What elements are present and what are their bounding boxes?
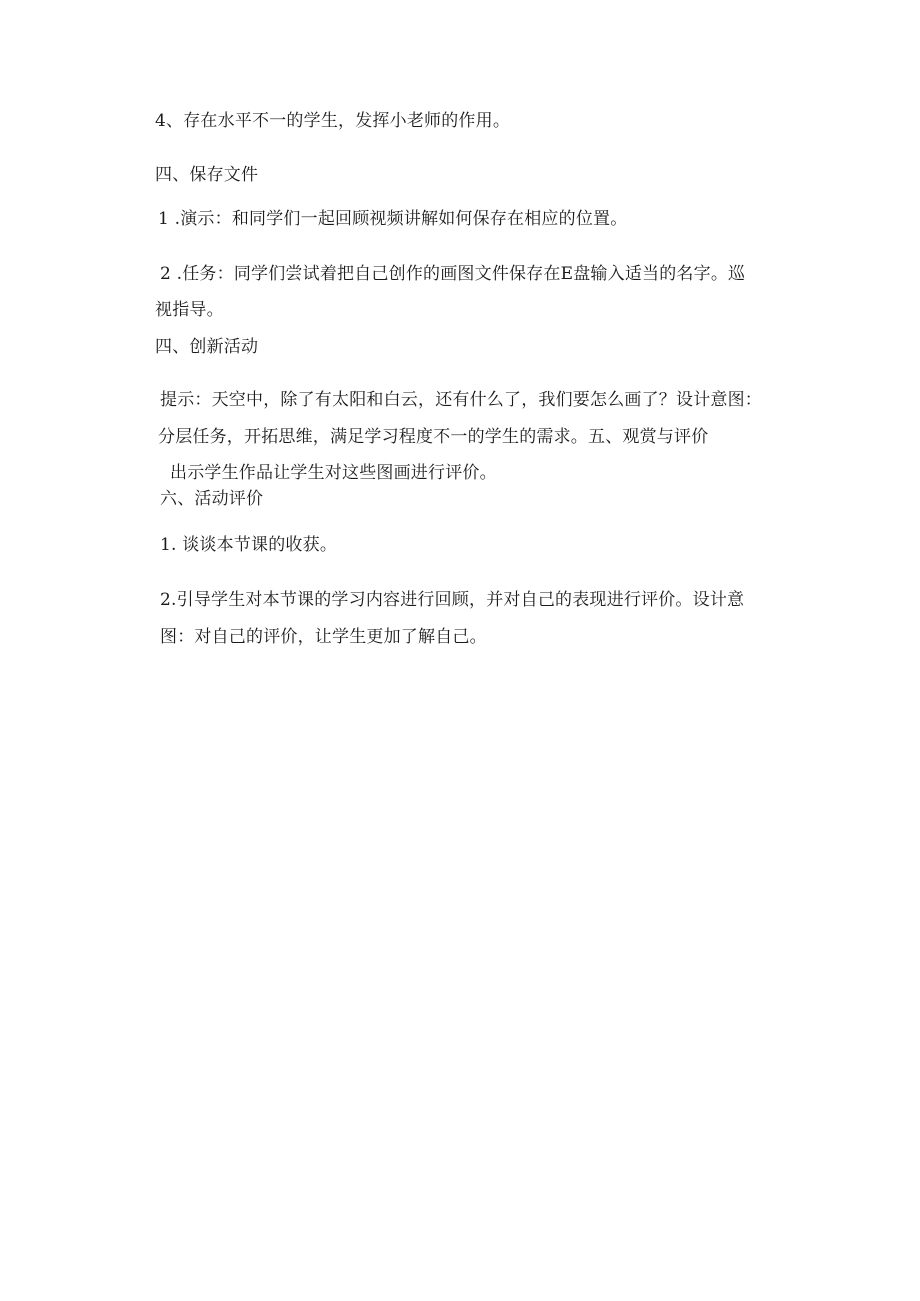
section-heading-save-file: 四、保存文件 xyxy=(155,165,259,185)
paragraph-line-3: 1 .演示：和同学们一起回顾视频讲解如何保存在相应的位置。 xyxy=(158,209,628,229)
section-heading-innovation: 四、创新活动 xyxy=(155,337,259,357)
paragraph-line-4: 2 .任务：同学们尝试着把自己创作的画图文件保存在E盘输入适当的名字。巡 xyxy=(160,264,746,284)
section-heading-activity-eval: 六、活动评价 xyxy=(160,489,264,509)
paragraph-line-12: 2.引导学生对本节课的学习内容进行回顾，并对自己的表现进行评价。设计意 xyxy=(160,590,745,610)
paragraph-line-5: 视指导。 xyxy=(155,300,224,320)
paragraph-line-9: 出示学生作品让学生对这些图画进行评价。 xyxy=(170,463,497,483)
paragraph-line-8: 分层任务，开拓思维，满足学习程度不一的学生的需求。五、观赏与评价 xyxy=(158,427,709,447)
paragraph-line-13: 图：对自己的评价，让学生更加了解自己。 xyxy=(160,627,487,647)
paragraph-line-11: 1. 谈谈本节课的收获。 xyxy=(160,535,338,555)
paragraph-line-7: 提示：天空中，除了有太阳和白云，还有什么了，我们要怎么画了？设计意图： xyxy=(160,390,762,410)
paragraph-line-1: 4、存在水平不一的学生，发挥小老师的作用。 xyxy=(155,111,511,131)
